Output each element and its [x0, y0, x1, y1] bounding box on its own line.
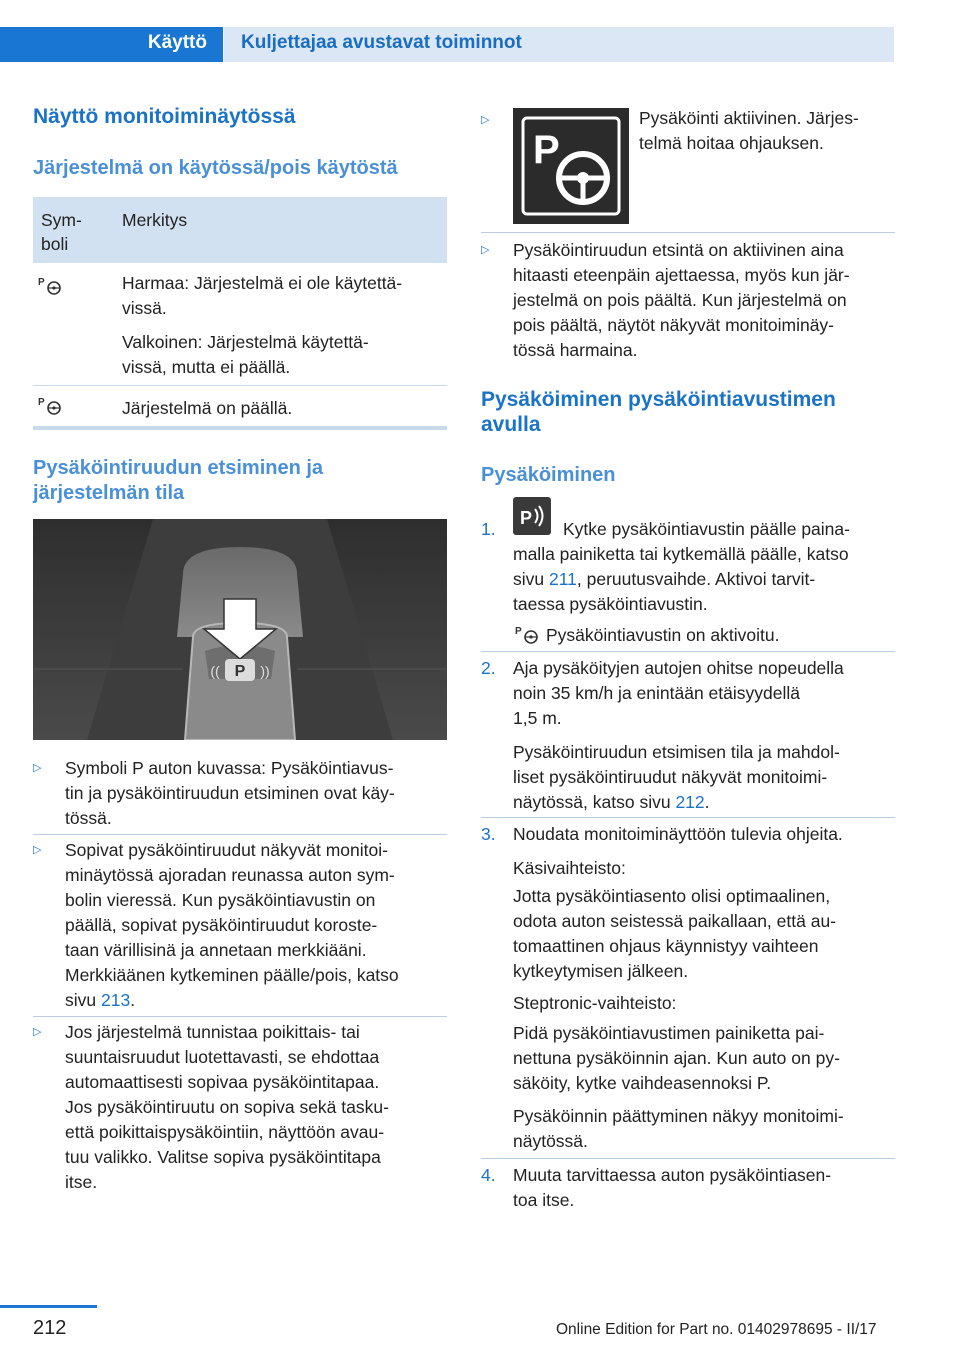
- park-assist-active-icon: [515, 624, 541, 646]
- step2-extra2: liset pysäköintiruudut näkyvät monitoimi-: [513, 767, 828, 787]
- park-assist-button-icon: [513, 497, 551, 535]
- divider: [481, 651, 895, 652]
- bullet2-line6: Merkkiäänen kytkeminen päälle/pois, katso: [65, 965, 399, 985]
- table-bottom-rule: [33, 426, 447, 430]
- step3-p2-4: kytkeytymisen jälkeen.: [513, 961, 689, 981]
- heading-search-2: järjestelmän tila: [33, 482, 185, 504]
- icon-text-line1: Pysäköinti aktiivinen. Järjes-: [639, 108, 859, 128]
- ref-suffix: .: [130, 990, 136, 1010]
- table-divider: [33, 385, 447, 386]
- step2-extra1: Pysäköintiruudun etsimisen tila ja mahdol-: [513, 742, 840, 762]
- bullet3-line6: tuu valikko. Valitse sopiva pysäköintitapa: [65, 1147, 381, 1167]
- page-number: 212: [33, 1317, 67, 1339]
- rbullet-line5: tössä harmaina.: [513, 340, 638, 360]
- heading-parking-assist-2: avulla: [481, 413, 541, 436]
- step4-line1: Muuta tarvittaessa auton pysäköintiasen-: [513, 1165, 832, 1185]
- bullet3-line1: Jos järjestelmä tunnistaa poikittais- tai: [65, 1022, 360, 1042]
- step1-line3: [513, 567, 815, 592]
- step2-line1: Aja pysäköityjen autojen ohitse nopeudella: [513, 658, 844, 678]
- step1-line2: malla painiketta tai kytkemällä päälle, katso: [513, 544, 849, 564]
- ref-suffix: , peruutusvaihde. Aktivoi tarvit-: [576, 569, 816, 589]
- footer-rule: [0, 1305, 97, 1308]
- step2-extra3: [513, 790, 710, 815]
- step3-p4-2: nettuna pysäköinnin ajan. Kun auto on py-: [513, 1048, 840, 1068]
- svg-text:P: P: [234, 663, 246, 680]
- ref-prefix: sivu: [65, 990, 101, 1010]
- svg-text:P: P: [515, 626, 522, 637]
- row1-text1-a: Harmaa: Järjestelmä ei ole käytettä-: [122, 273, 403, 293]
- row2-text: Järjestelmä on päällä.: [122, 398, 293, 418]
- divider: [481, 232, 895, 233]
- row1-text2-a: Valkoinen: Järjestelmä käytettä-: [122, 332, 369, 352]
- ref-suffix: .: [704, 792, 710, 812]
- divider: [33, 834, 447, 835]
- svg-text:((: ((: [210, 663, 220, 679]
- svg-text:)): )): [260, 663, 270, 679]
- page-link-213[interactable]: 213: [100, 990, 131, 1010]
- bullet2-line7: [65, 988, 135, 1013]
- step3-p4-1: Pidä pysäköintiavustimen painiketta pai-: [513, 1023, 825, 1043]
- edition-note: Online Edition for Part no. 01402978695 - II/17: [556, 1321, 877, 1338]
- header-chapter-label: Kuljettajaa avustavat toiminnot: [241, 32, 522, 53]
- bullet3-line2: suuntaisruudut luotettavasti, se ehdottaa: [65, 1047, 380, 1067]
- step1-line1: Kytke pysäköintiavustin päälle paina-: [563, 519, 850, 539]
- parking-illustration: [33, 519, 447, 740]
- step1-note: Pysäköintiavustin on aktivoitu.: [546, 625, 780, 645]
- table-col-symbol-1: Sym-: [41, 210, 82, 230]
- divider: [481, 817, 895, 818]
- header-tab-kaytto: [0, 27, 223, 62]
- table-col-symbol-2: boli: [41, 234, 69, 254]
- rbullet-line1: Pysäköintiruudun etsintä on aktiivinen aina: [513, 240, 844, 260]
- step3-p1: Käsivaihteisto:: [513, 858, 626, 878]
- table-header: [33, 197, 447, 263]
- svg-text:P: P: [520, 508, 533, 528]
- heading-parking: Pysäköiminen: [481, 464, 616, 486]
- step-number: 4.: [481, 1165, 496, 1185]
- step1-line4: taessa pysäköintiavustin.: [513, 594, 708, 614]
- step3-p5-1: Pysäköinnin päättyminen näkyy monitoimi-: [513, 1106, 844, 1126]
- divider: [33, 1016, 447, 1017]
- bullet-triangle-icon: ▷: [481, 114, 490, 126]
- bullet2-line2: minäytössä ajoradan reunassa auton sym-: [65, 865, 395, 885]
- step3-p2-1: Jotta pysäköintiasento olisi optimaalinen,: [513, 886, 831, 906]
- park-assist-grey-icon: [38, 275, 64, 297]
- heading-parking-assist-1: Pysäköiminen pysäköintiavustimen: [481, 388, 836, 411]
- rbullet-line3: jestelmä on pois päältä. Kun järjestelmä on: [513, 290, 847, 310]
- bullet2-line5: taan värillisinä ja annetaan merkkiääni.: [65, 940, 367, 960]
- header-tab-label: Käyttö: [147, 32, 207, 53]
- page-link-211[interactable]: 211: [548, 569, 577, 589]
- svg-text:P: P: [38, 397, 45, 408]
- bullet3-line7: itse.: [65, 1172, 98, 1192]
- bullet-triangle-icon: ▷: [481, 244, 490, 256]
- bullet-triangle-icon: ▷: [33, 762, 42, 774]
- bullet3-line3: automaattisesti sopivaa pysäköintitapaa.: [65, 1072, 380, 1092]
- svg-text:P: P: [533, 128, 560, 172]
- park-steering-active-icon: [513, 108, 629, 224]
- step2-line2: noin 35 km/h ja enintään etäisyydellä: [513, 683, 800, 703]
- icon-text-line2: telmä hoitaa ohjauksen.: [639, 133, 824, 153]
- step3-p2-2: odota auton seistessä paikallaan, että au-: [513, 911, 836, 931]
- step-number: 3.: [481, 824, 496, 844]
- bullet2-line3: bolin vieressä. Kun pysäköintiavustin on: [65, 890, 376, 910]
- row1-text2-b: vissä, mutta ei päällä.: [122, 357, 291, 377]
- bullet2-line4: päällä, sopivat pysäköintiruudut koroste-: [65, 915, 378, 935]
- bullet3-line5: että poikittaispysäköintiin, näyttöön avau-: [65, 1122, 385, 1142]
- ref-prefix: näytössä, katso sivu: [513, 792, 676, 812]
- bullet2-line1: Sopivat pysäköintiruudut näkyvät monitoi-: [65, 840, 388, 860]
- subsection-heading: Järjestelmä on käytössä/pois käytöstä: [33, 157, 398, 179]
- header-tab-chapter: [224, 27, 894, 62]
- step4-line2: toa itse.: [513, 1190, 575, 1210]
- bullet1-line1: Symboli P auton kuvassa: Pysäköintiavus-: [65, 758, 394, 778]
- bullet1-line3: tössä.: [65, 808, 112, 828]
- park-assist-active-icon: [38, 395, 64, 417]
- step3-line1: Noudata monitoiminäyttöön tulevia ohjeita.: [513, 824, 843, 844]
- step-number: 1.: [481, 519, 496, 539]
- bullet-triangle-icon: ▷: [33, 844, 42, 856]
- step3-p2-3: tomaattinen ohjaus käynnistyy vaihteen: [513, 936, 819, 956]
- table-col-meaning: Merkitys: [122, 210, 188, 230]
- ref-prefix: sivu: [513, 569, 549, 589]
- bullet3-line4: Jos pysäköintiruutu on sopiva sekä tasku-: [65, 1097, 389, 1117]
- step3-p4-3: säköity, kytke vaihdeasennoksi P.: [513, 1073, 772, 1093]
- rbullet-line2: hitaasti eteenpäin ajettaessa, myös kun jär-: [513, 265, 850, 285]
- bullet-triangle-icon: ▷: [33, 1026, 42, 1038]
- step2-line3: 1,5 m.: [513, 708, 562, 728]
- page-link-212[interactable]: 212: [675, 792, 705, 812]
- rbullet-line4: pois päältä, näytöt näkyvät monitoiminäy-: [513, 315, 834, 335]
- bullet1-line2: tin ja pysäköintiruudun etsiminen ovat käy-: [65, 783, 395, 803]
- section-heading: Näyttö monitoiminäytössä: [33, 105, 296, 128]
- step3-p5-2: näytössä.: [513, 1131, 588, 1151]
- row1-text1-b: vissä.: [122, 298, 167, 318]
- heading-search-1: Pysäköintiruudun etsiminen ja: [33, 457, 324, 479]
- step-number: 2.: [481, 658, 496, 678]
- svg-text:P: P: [38, 277, 45, 288]
- divider: [481, 1158, 895, 1159]
- step3-p3: Steptronic-vaihteisto:: [513, 993, 677, 1013]
